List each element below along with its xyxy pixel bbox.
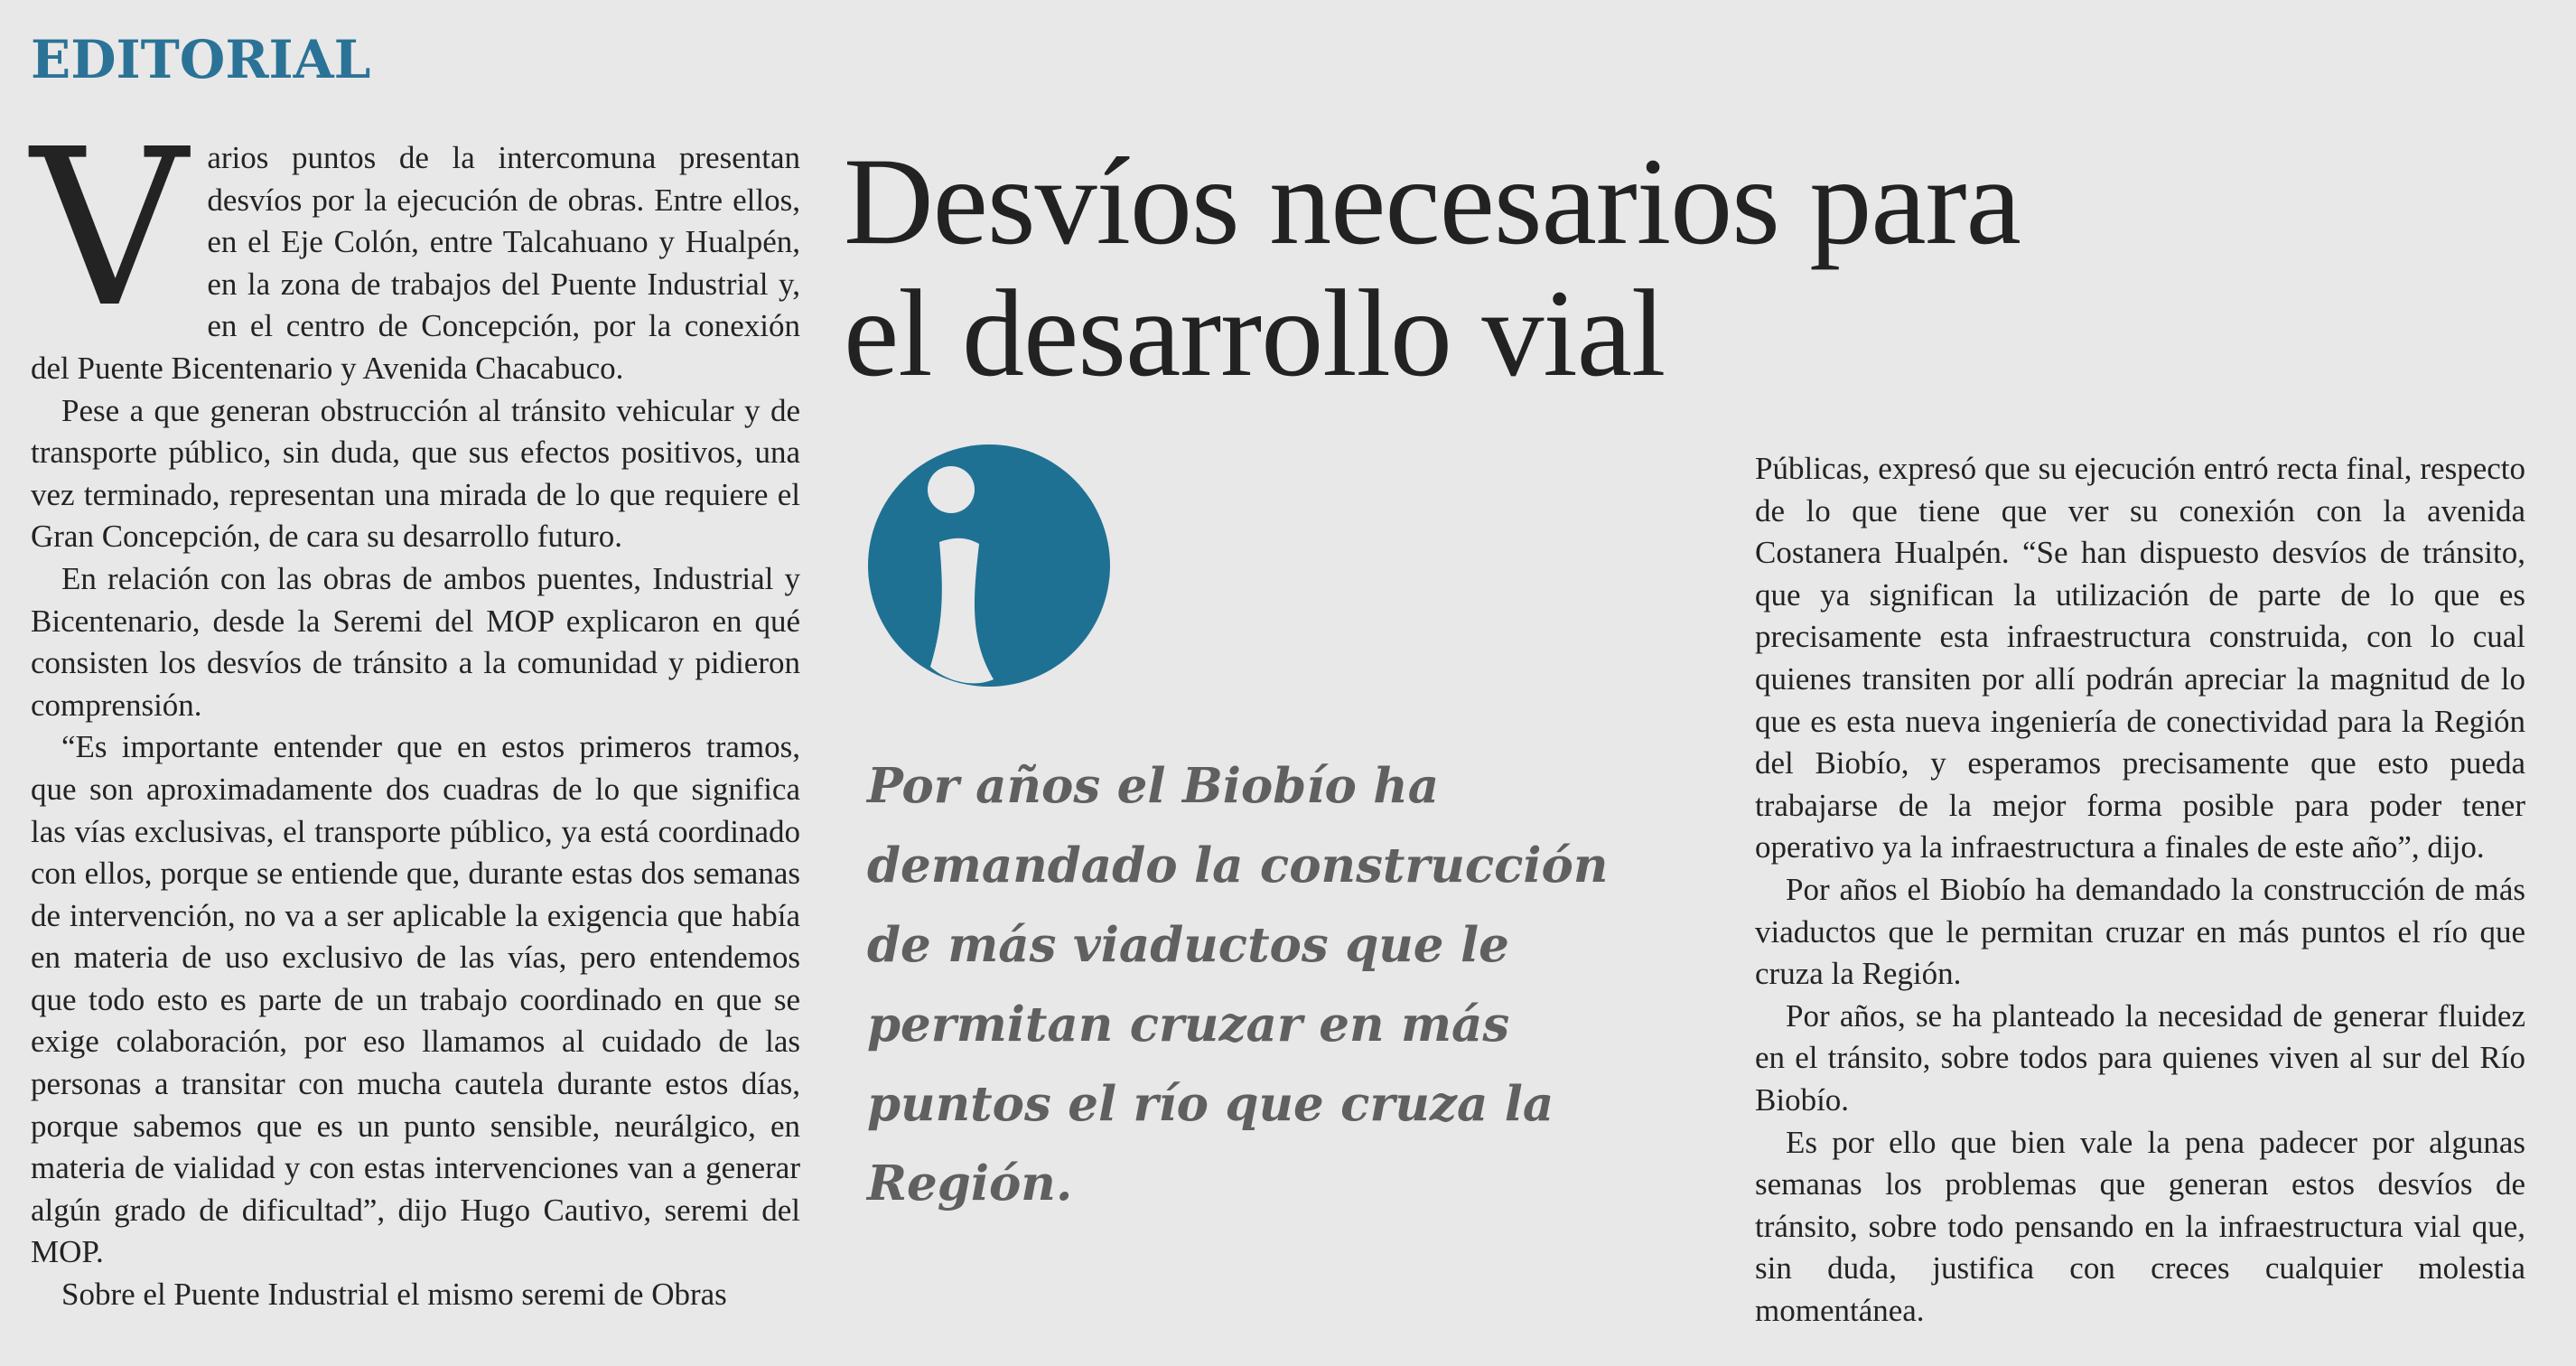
first-paragraph	[31, 102, 800, 390]
pull-quote: Por años el Biobío ha demandado la construcción de más viaductos que le permitan cruzar en más puntos el río que cruza la Región.	[867, 758, 1609, 1212]
body-column-left	[31, 102, 800, 1316]
body-paragraph: Pese a que generan obstrucción al tránsito vehicular y de transporte público, sin duda, que sus efectos positivos, una vez terminado, representan una mirada de lo que requiere el Gran Concepción, de cara su desarrollo futuro.	[31, 392, 800, 555]
body-paragraph: “Es importante entender que en estos primeros tramos, que son aproximadamente dos cuadras de lo que significa las vías exclusivas, el transporte público, ya está coordinado con ellos, porque se entiende que, durante estas dos semanas de intervención, no va a ser aplicable la exigencia que había en materia de uso exclusivo de las vías, pero entendemos que todo esto es parte de un trabajo coordinado en que se exige colaboración, por eso llamamos al cuidado de las personas a transitar con mucha cautela durante estos días, porque sabemos que es un punto sensible, neurálgico, en materia de vialidad y con estas intervenciones van a generar algún grado de dificultad”, dijo Hugo Cautivo, seremi del MOP.	[31, 729, 800, 1270]
first-paragraph-text: arios puntos de la intercomuna presentan desvíos por la ejecución de obras. Entre ellos, en el Eje Colón, entre Talcahuano y Hualpén, en la zona de trabajos del Puente Industrial y, en el centro de Concepción, por la conexión del Puente Bicentenario y Avenida Chacabuco.	[31, 140, 800, 386]
body-paragraph: Es por ello que bien vale la pena padecer por algunas semanas los problemas que generan estos desvíos de tránsito, sobre todo pensando en la infraestructura vial que, sin duda, justifica con creces cualquier molestia momentánea.	[1755, 1124, 2525, 1328]
headline: Desvíos necesarios para el desarrollo vial	[844, 132, 2021, 402]
body-paragraph: Sobre el Puente Industrial el mismo seremi de Obras	[61, 1277, 727, 1313]
body-column-right	[1755, 448, 2525, 1332]
section-label: EDITORIAL	[31, 29, 371, 90]
drop-cap: V	[31, 102, 188, 355]
body-paragraph: Por años el Biobío ha demandado la construcción de más viaductos que le permitan cruzar en más puntos el río que cruza la Región.	[1755, 871, 2525, 992]
body-paragraph: Por años, se ha planteado la necesidad de generar fluidez en el tránsito, sobre todos para quienes viven al sur del Río Biobío.	[1755, 997, 2525, 1118]
info-i-icon	[867, 439, 1111, 692]
continuation-paragraph: Públicas, expresó que su ejecución entró recta final, respecto de lo que tiene que ver su conexión con la avenida Costanera Hualpén. “Se han dispuesto desvíos de tránsito, que ya significan la utilización de parte de lo que es precisamente esta infraestructura construida, con lo cual quienes transiten por allí podrán apreciar la magnitud de lo que es esta nueva ingeniería de conectividad para la Región del Biobío, y esperamos precisamente que esto pueda trabajarse de la mejor forma posible para poder tener operativo ya la infraestructura a finales de este año”, dijo.	[1755, 451, 2525, 865]
body-paragraph: En relación con las obras de ambos puentes, Industrial y Bicentenario, desde la Seremi del MOP explicaron en qué consisten los desvíos de tránsito a la comunidad y pidieron comprensión.	[31, 560, 800, 723]
